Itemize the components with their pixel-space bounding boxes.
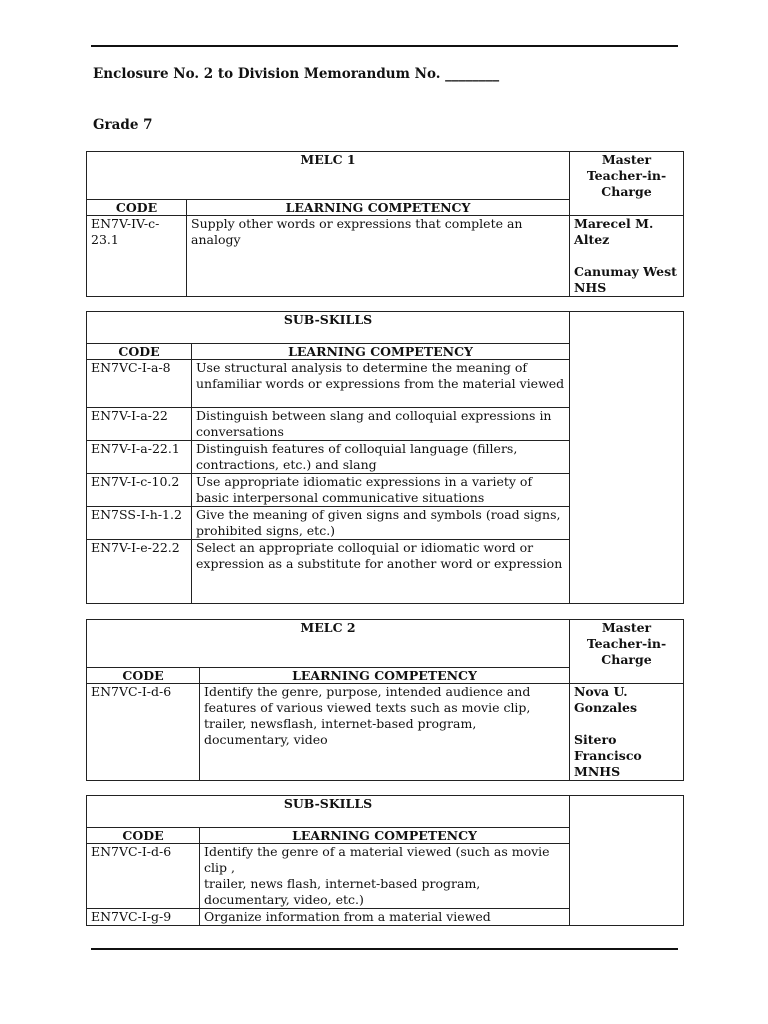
melc2-code: EN7VC-I-d-6: [87, 684, 200, 781]
subskills1-teacher-cell: [570, 312, 684, 604]
master-teacher-label: Master Teacher-in-Charge: [570, 152, 684, 216]
competency-header: LEARNING COMPETENCY: [187, 200, 570, 216]
melc2-title: MELC 2: [87, 620, 570, 668]
competency-header: LEARNING COMPETENCY: [200, 668, 570, 684]
row-competency: Distinguish features of colloquial language (fillers, contractions, etc.) and slang: [192, 441, 570, 474]
row-competency: [200, 844, 570, 909]
top-rule: [91, 45, 678, 47]
teacher-school: Canumay West NHS: [574, 264, 677, 295]
competency-line: trailer, news flash, internet-based program, documentary, video, etc.): [204, 876, 481, 907]
subskills2-teacher-cell: [570, 796, 684, 926]
code-header: CODE: [87, 344, 192, 360]
subskills2-title: SUB-SKILLS: [87, 796, 570, 828]
melc1-competency: Supply other words or expressions that complete an analogy: [187, 216, 570, 297]
row-competency: Use appropriate idiomatic expressions in a variety of basic interpersonal communicative situations: [192, 474, 570, 507]
teacher-name: Marecel M. Altez: [574, 216, 654, 247]
subskills1-table: [86, 311, 684, 604]
melc2-table: [86, 619, 684, 781]
row-competency: Select an appropriate colloquial or idiomatic word or expression as a substitute for another word or expression: [192, 540, 570, 604]
grade-heading: Grade 7: [93, 117, 153, 133]
code-header: CODE: [87, 668, 200, 684]
competency-line: Identify the genre of a material viewed (such as movie clip ,: [204, 844, 550, 875]
row-code: EN7VC-I-a-8: [87, 360, 192, 408]
melc2-teacher: [570, 684, 684, 781]
subskills1-title: SUB-SKILLS: [87, 312, 570, 344]
row-competency: Distinguish between slang and colloquial expressions in conversations: [192, 408, 570, 441]
melc1-title: MELC 1: [87, 152, 570, 200]
master-teacher-label: Master Teacher-in-Charge: [570, 620, 684, 684]
melc2-competency: Identify the genre, purpose, intended audience and features of various viewed texts such as movie clip, trailer, newsflash, internet-based program, documentary, video: [200, 684, 570, 781]
melc1-table: [86, 151, 684, 297]
row-code: EN7V-I-c-10.2: [87, 474, 192, 507]
row-competency: Use structural analysis to determine the meaning of unfamiliar words or expressions from the material viewed: [192, 360, 570, 408]
row-competency: Give the meaning of given signs and symbols (road signs, prohibited signs, etc.): [192, 507, 570, 540]
competency-header: LEARNING COMPETENCY: [192, 344, 570, 360]
row-code: EN7VC-I-d-6: [87, 844, 200, 909]
bottom-rule: [91, 948, 678, 950]
row-competency: Organize information from a material viewed: [200, 909, 570, 926]
code-header: CODE: [87, 828, 200, 844]
row-code: EN7V-I-a-22: [87, 408, 192, 441]
teacher-name: Nova U. Gonzales: [574, 684, 638, 715]
row-code: EN7SS-I-h-1.2: [87, 507, 192, 540]
teacher-school: Sitero Francisco MNHS: [574, 732, 642, 779]
melc1-code: EN7V-IV-c-23.1: [87, 216, 187, 297]
code-header: CODE: [87, 200, 187, 216]
melc1-teacher: [570, 216, 684, 297]
enclosure-heading: Enclosure No. 2 to Division Memorandum No. ________: [93, 66, 500, 82]
competency-header: LEARNING COMPETENCY: [200, 828, 570, 844]
row-code: EN7V-I-e-22.2: [87, 540, 192, 604]
row-code: EN7V-I-a-22.1: [87, 441, 192, 474]
subskills2-table: [86, 795, 684, 926]
row-code: EN7VC-I-g-9: [87, 909, 200, 926]
